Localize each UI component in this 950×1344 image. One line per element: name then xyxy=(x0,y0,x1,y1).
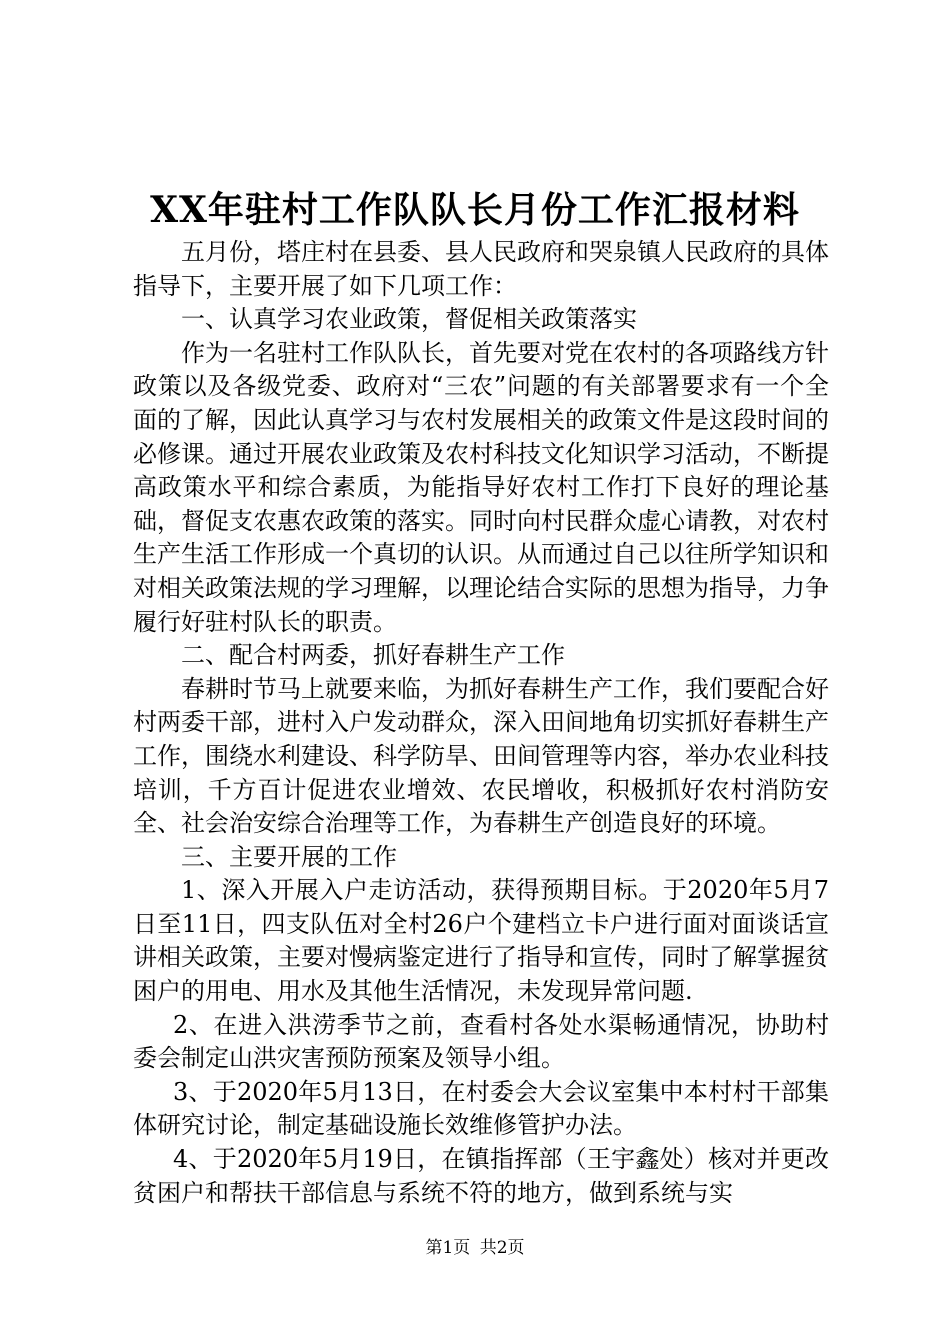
page-total: 共2页 xyxy=(479,1238,525,1258)
section-heading-3: 三、主要开展的工作 xyxy=(181,842,397,871)
intro-paragraph: 五月份，塔庄村在县委、县人民政府和哭泉镇人民政府的具体指导下，主要开展了如下几项工作： xyxy=(133,238,829,300)
section-heading-2: 二、配合村两委，抓好春耕生产工作 xyxy=(181,641,565,670)
work-item-3: 3、于2020年5月13日，在村委会大会议室集中本村村干部集体研究讨论，制定基础设施长效维修管护办法。 xyxy=(133,1077,829,1140)
document-title: XX年驻村工作队队长月份工作汇报材料 xyxy=(150,189,800,231)
page-footer xyxy=(0,1236,950,1260)
document-body xyxy=(133,236,829,1210)
section-heading-1: 一、认真学习农业政策，督促相关政策落实 xyxy=(181,305,637,334)
section-1-paragraph: 作为一名驻村工作队队长，首先要对党在农村的各项路线方针政策以及各级党委、政府对“三农”问题的有关部署要求有一个全面的了解，因此认真学习与农村发展相关的政策文件是这段时间的必修课。通过开展农业政策及农村科技文化知识学习活动，不断提高政策水平和综合素质，为能指导好农村工作打下良好的理论基础，督促支农惠农政策的落实。同时向村民群众虚心请教，对农村生产生活工作形成一个真切的认识。从而通过自己以往所学知识和对相关政策法规的学习理解，以理论结合实际的思想为指导，力争履行好驻村队长的职责。 xyxy=(133,338,829,636)
work-item-2: 2、在进入洪涝季节之前，查看村各处水渠畅通情况，协助村委会制定山洪灾害预防预案及领导小组。 xyxy=(133,1010,829,1073)
section-2-paragraph: 春耕时节马上就要来临，为抓好春耕生产工作，我们要配合好村两委干部，进村入户发动群众，深入田间地角切实抓好春耕生产工作，围绕水利建设、科学防旱、田间管理等内容，举办农业科技培训，千方百计促进农业增效、农民增收，积极抓好农村消防安全、社会治安综合治理等工作，为春耕生产创造良好的环境。 xyxy=(133,674,829,838)
page-number: 第1页 xyxy=(425,1238,471,1258)
work-item-1: 1、深入开展入户走访活动，获得预期目标。于2020年5月7日至11日，四支队伍对全村26户个建档立卡户进行面对面谈话宣讲相关政策，主要对慢病鉴定进行了指导和宣传，同时了解掌握贫困户的用电、用水及其他生活情况，未发现异常问题. xyxy=(133,876,829,1006)
work-item-4: 4、于2020年5月19日，在镇指挥部（王宇鑫处）核对并更改贫困户和帮扶干部信息与系统不符的地方，做到系统与实 xyxy=(133,1145,829,1207)
